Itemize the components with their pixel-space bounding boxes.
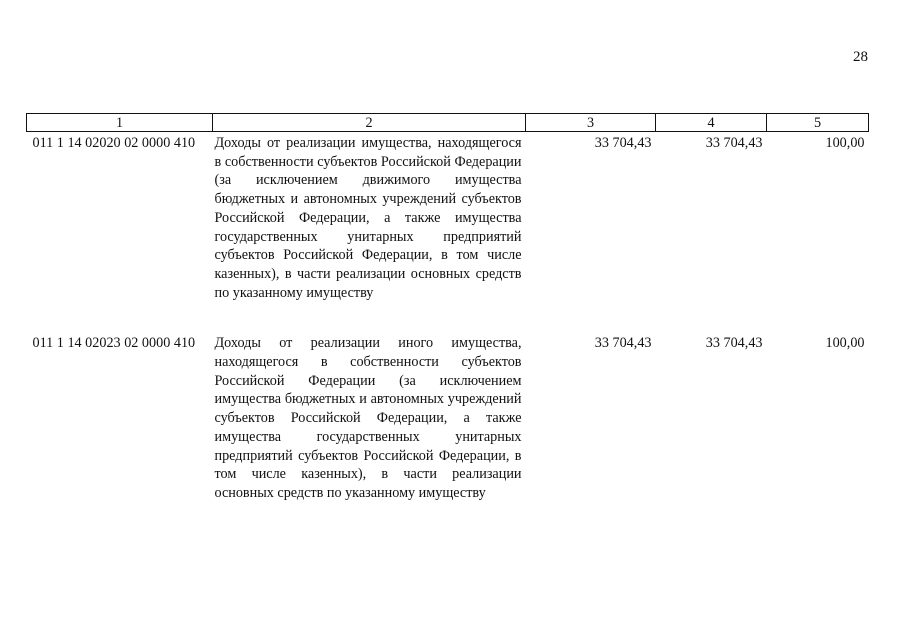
column-header-2: 2 (213, 114, 526, 132)
amount-col4: 33 704,43 (705, 135, 763, 151)
amount-col4: 33 704,43 (705, 335, 763, 352)
table-row (27, 332, 869, 502)
header-row (27, 114, 869, 132)
amount-col3: 33 704,43 (594, 335, 652, 352)
column-header-1: 1 (27, 114, 213, 132)
percent-col5: 100,00 (825, 135, 865, 151)
table-row (27, 132, 869, 333)
page-number: 28 (853, 49, 868, 65)
budget-table (26, 113, 869, 503)
column-header-5: 5 (767, 114, 869, 132)
income-description: Доходы от реализации имущества, находящегося в собственности субъектов Российской Федерации (за исключением движимого имущества бюджетных и автономных учреждений субъектов Российской Федерации, а также имущества государственных унитарных предприятий субъектов Российской Федерации, в том числе казенных), в части реализации основных средств по указанному имуществу (214, 135, 522, 301)
budget-code: 011 1 14 02020 02 0000 410 (32, 135, 196, 151)
budget-code: 011 1 14 02023 02 0000 410 (32, 335, 196, 352)
amount-col3: 33 704,43 (594, 135, 652, 151)
column-header-3: 3 (526, 114, 656, 132)
income-description: Доходы от реализации иного имущества, находящегося в собственности субъектов Российской Федерации (за исключением имущества бюджетных и автономных учреждений субъектов Российской Федерации, а также имущества государственных унитарных предприятий субъектов Российской Федерации, в том числе казенных), в части реализации основных средств по указанному имуществу (214, 335, 522, 501)
column-header-4: 4 (656, 114, 767, 132)
percent-col5: 100,00 (825, 335, 865, 352)
